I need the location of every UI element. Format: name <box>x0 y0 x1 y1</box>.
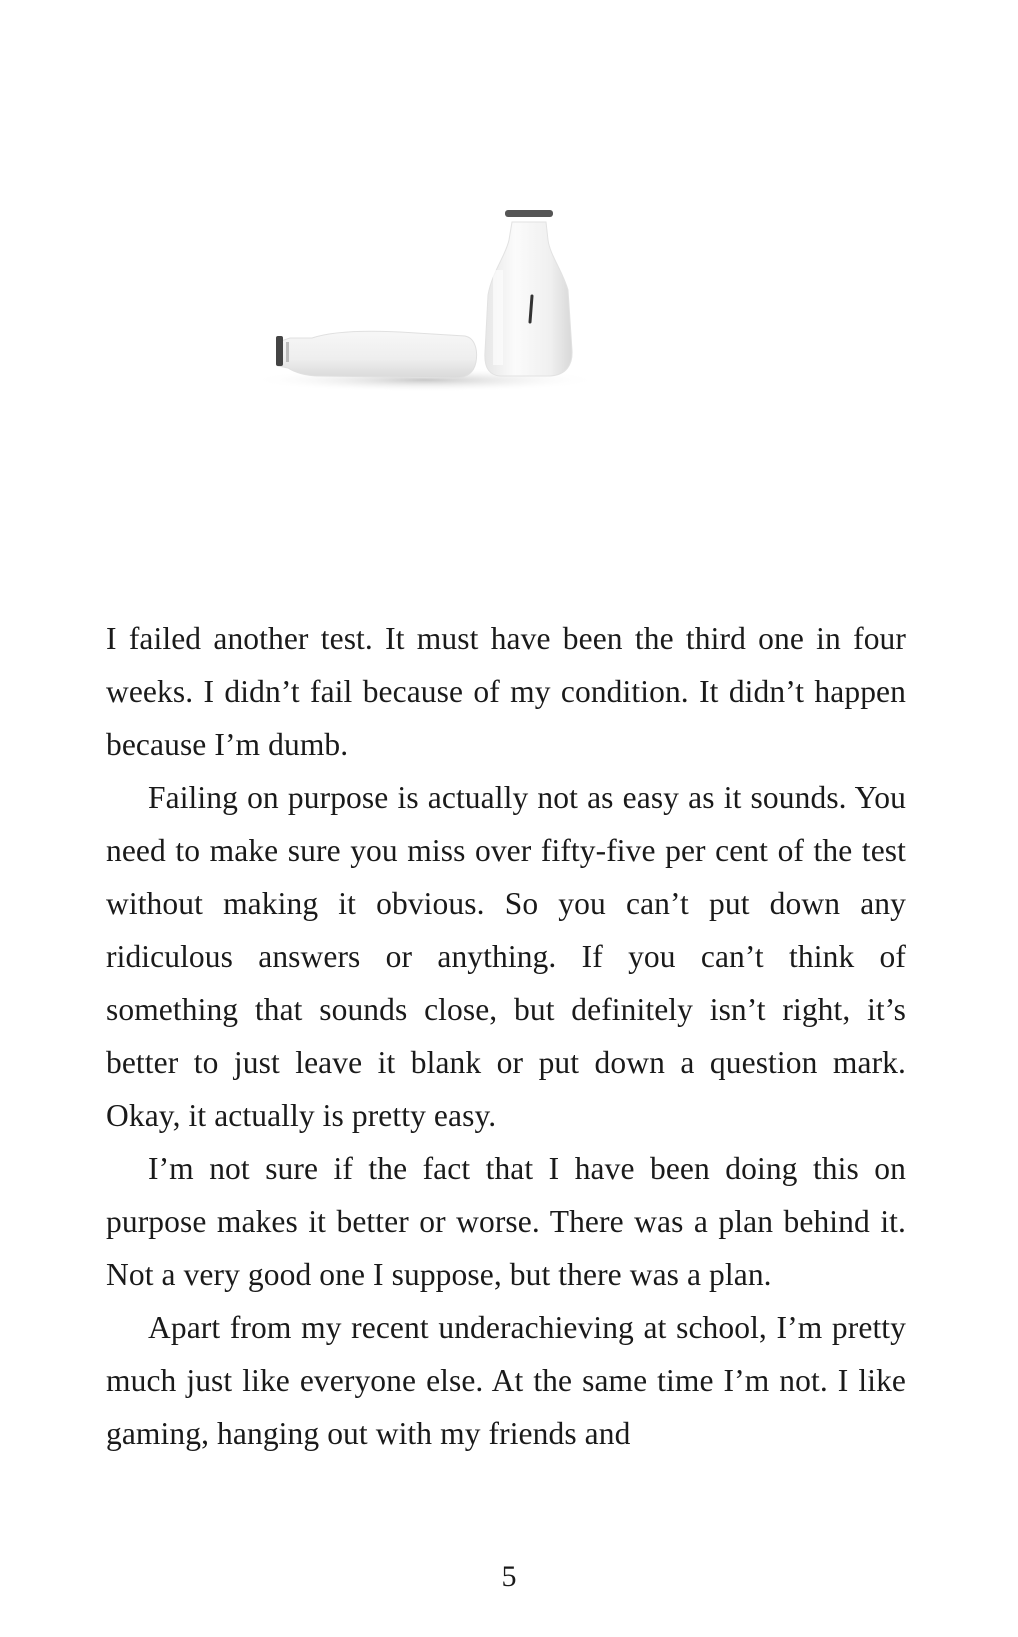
paragraph: I failed another test. It must have been the third one in four weeks. I didn’t fail because of my condition. It didn’t happen because I’m dumb. <box>106 621 906 762</box>
milk-bottles-illustration <box>250 200 630 430</box>
standing-bottle-icon <box>485 210 572 376</box>
paragraph: Apart from my recent underachieving at school, I’m pretty much just like everyone else. At the same time I’m not. I like gaming, hanging out with my friends and <box>106 1310 906 1451</box>
page-number: 5 <box>501 1560 517 1593</box>
body-text <box>106 612 906 1460</box>
paragraph: I’m not sure if the fact that I have been doing this on purpose makes it better or worse. There was a plan behind it. Not a very good one I suppose, but there was a plan. <box>106 1151 906 1292</box>
lying-bottle-icon <box>276 331 477 378</box>
paragraph: Failing on purpose is actually not as easy as it sounds. You need to make sure you miss over fifty-five per cent of the test without making it obvious. So you can’t put down any ridiculous answers or anything. If you can’t think of something that sounds close, but definitely isn’t right, it’s better to just leave it blank or put down a question mark. Okay, it actually is pretty easy. <box>106 780 906 1133</box>
